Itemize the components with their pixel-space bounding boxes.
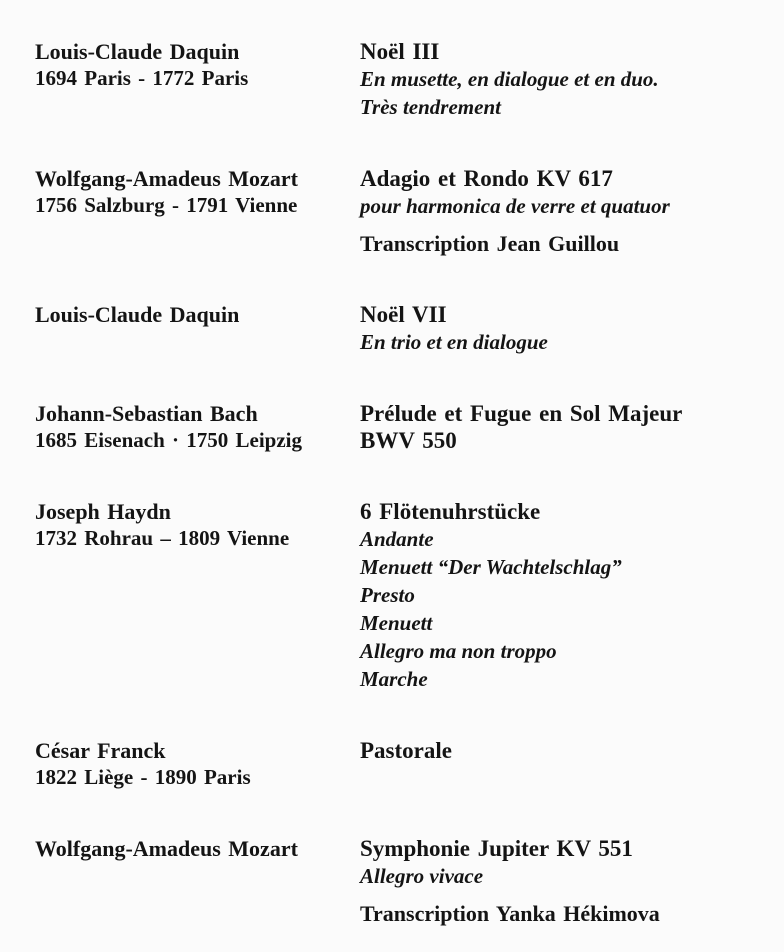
composer-name: Louis-Claude Daquin (35, 302, 240, 327)
work-title: Noël VII (360, 302, 447, 327)
work-column (360, 737, 774, 791)
work-column (360, 165, 774, 257)
movement-line: Andante (360, 527, 434, 551)
composer-column (35, 301, 360, 356)
program-entry (35, 165, 774, 257)
program-entry (35, 737, 774, 791)
transcription-credit: Transcription Jean Guillou (360, 231, 620, 256)
movement-line: Marche (360, 667, 428, 691)
composer-column (35, 835, 360, 927)
composer-name: Wolfgang-Amadeus Mozart (35, 166, 298, 191)
work-title: Noël III (360, 39, 440, 64)
work-title: 6 Flötenuhrstücke (360, 499, 541, 524)
composer-dates: 1756 Salzburg - 1791 Vienne (35, 193, 298, 217)
composer-name: Louis-Claude Daquin (35, 39, 240, 64)
work-column (360, 38, 774, 121)
transcription-credit: Transcription Yanka Hékimova (360, 901, 660, 926)
movement-line: Allegro vivace (360, 864, 484, 888)
movement-line: pour harmonica de verre et quatuor (360, 194, 670, 218)
work-column (360, 835, 774, 927)
composer-column (35, 400, 360, 454)
composer-column (35, 165, 360, 257)
composer-name: Johann-Sebastian Bach (35, 401, 258, 426)
work-column (360, 301, 774, 356)
program-entry (35, 835, 774, 927)
program-entry (35, 301, 774, 356)
movement-line: Menuett (360, 611, 433, 635)
composer-name: César Franck (35, 738, 166, 763)
movement-line: Menuett “Der Wachtelschlag” (360, 555, 622, 579)
work-column (360, 498, 774, 693)
composer-dates: 1732 Rohrau – 1809 Vienne (35, 526, 290, 550)
work-title: Adagio et Rondo KV 617 (360, 166, 613, 191)
work-title: Pastorale (360, 738, 452, 763)
program-entry (35, 400, 774, 454)
movement-line: Très tendrement (360, 95, 501, 119)
composer-dates: 1822 Liège - 1890 Paris (35, 765, 251, 789)
work-title: Symphonie Jupiter KV 551 (360, 836, 633, 861)
composer-column (35, 38, 360, 121)
work-title: Prélude et Fugue en Sol Majeur (360, 401, 683, 426)
movement-line: En musette, en dialogue et en duo. (360, 67, 659, 91)
composer-column (35, 737, 360, 791)
movement-line: En trio et en dialogue (360, 330, 548, 354)
movement-line: Allegro ma non troppo (360, 639, 557, 663)
work-column (360, 400, 774, 454)
composer-name: Joseph Haydn (35, 499, 171, 524)
composer-column (35, 498, 360, 693)
composer-dates: 1694 Paris - 1772 Paris (35, 66, 249, 90)
composer-name: Wolfgang-Amadeus Mozart (35, 836, 298, 861)
composer-dates: 1685 Eisenach · 1750 Leipzig (35, 428, 303, 452)
program-entry (35, 38, 774, 121)
work-title-line2: BWV 550 (360, 428, 457, 453)
movement-line: Presto (360, 583, 415, 607)
program-entry (35, 498, 774, 693)
